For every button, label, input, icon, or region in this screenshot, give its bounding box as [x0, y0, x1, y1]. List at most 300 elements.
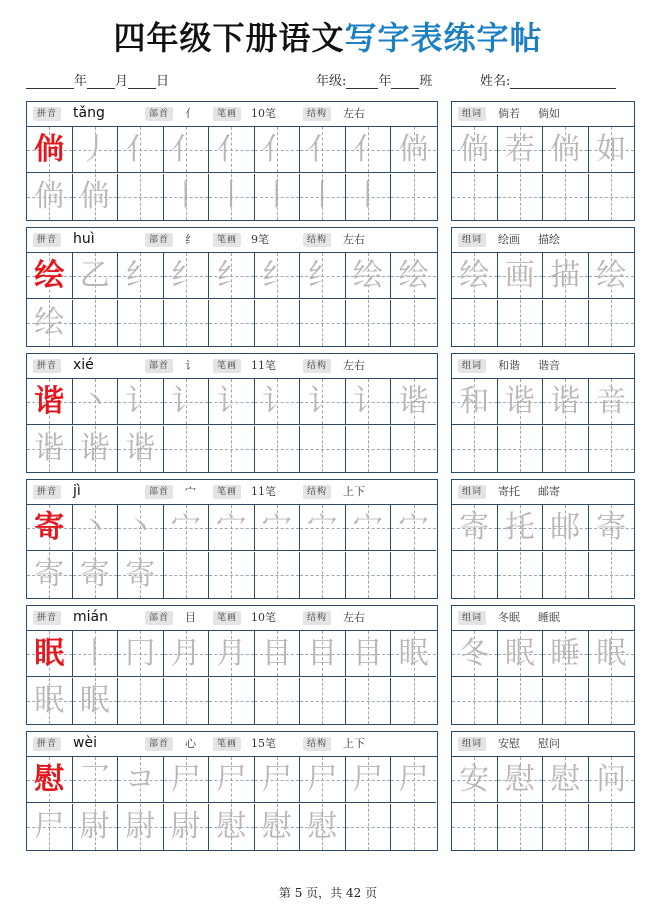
word-2: 谐音 — [538, 359, 560, 372]
trace-char: 目 — [352, 636, 383, 671]
grid-cell[interactable] — [27, 757, 73, 803]
grid-cell[interactable] — [255, 253, 301, 299]
grid-cell[interactable] — [391, 678, 436, 724]
word-grid-cell[interactable] — [589, 253, 635, 299]
word-trace-char: 慰 — [550, 762, 581, 797]
bushou-value: 亻 — [185, 107, 196, 120]
trace-char: 亻 — [125, 132, 156, 167]
grid-cell[interactable] — [209, 804, 255, 850]
pinyin-value: tǎng — [73, 105, 105, 121]
trace-char: コ — [125, 762, 156, 797]
grid-cell[interactable] — [255, 300, 301, 346]
grid-cell[interactable] — [164, 253, 210, 299]
words-box — [451, 101, 635, 221]
word-1: 绘画 — [498, 233, 520, 246]
guide-line — [520, 300, 521, 346]
guide-line — [368, 552, 369, 598]
zuci-label: 组词 — [458, 611, 486, 625]
word-grid-cell[interactable] — [498, 631, 544, 677]
bihua-value: 15笔 — [251, 737, 276, 750]
grid-cell[interactable] — [255, 379, 301, 425]
trace-char: 宀 — [398, 510, 429, 545]
word-grid-cell[interactable] — [452, 631, 498, 677]
char-info-header — [27, 606, 437, 631]
trace-char: 尉 — [125, 808, 156, 844]
trace-char: 寄 — [34, 556, 65, 592]
grid-cell[interactable] — [300, 631, 346, 677]
grid-cell[interactable] — [346, 757, 392, 803]
guide-line — [186, 174, 187, 220]
trace-char: 目 — [307, 636, 338, 671]
guide-line — [186, 426, 187, 472]
guide-line — [231, 426, 232, 472]
grid-cell[interactable] — [300, 174, 346, 220]
trace-char: 纟 — [307, 258, 338, 293]
word-grid-cell[interactable] — [589, 804, 635, 850]
pinyin-label: 拼音 — [33, 485, 61, 499]
grid-cell[interactable] — [300, 552, 346, 598]
trace-char: 慰 — [261, 808, 292, 844]
word-grid-cell[interactable] — [543, 174, 589, 220]
char-block — [26, 731, 636, 851]
word-grid-cell[interactable] — [498, 505, 544, 551]
grid-cell[interactable] — [300, 300, 346, 346]
grid-cell[interactable] — [300, 505, 346, 551]
guide-line — [414, 552, 415, 598]
grid-cell[interactable] — [346, 253, 392, 299]
grid-cell[interactable] — [300, 127, 346, 213]
grid-cell[interactable] — [118, 174, 164, 220]
grid-cell[interactable] — [255, 505, 301, 551]
practice-box — [26, 731, 438, 851]
char-block — [26, 605, 636, 725]
word-grid-cell[interactable] — [452, 552, 498, 598]
word-grid-cell[interactable] — [498, 552, 544, 598]
grid-cell[interactable] — [300, 253, 346, 299]
word-grid-cell[interactable] — [543, 127, 589, 173]
word-grid-cell[interactable] — [498, 804, 544, 850]
guide-line — [611, 552, 612, 598]
word-trace-char: 和 — [459, 384, 490, 419]
grid-cell[interactable] — [73, 174, 119, 220]
guide-line — [186, 300, 187, 346]
class-blank[interactable] — [391, 74, 419, 89]
grid-cell[interactable] — [73, 379, 119, 425]
guide-line — [414, 678, 415, 724]
grid-cell[interactable] — [209, 757, 255, 803]
grid-cell[interactable] — [300, 426, 346, 472]
grid-cell[interactable] — [27, 300, 73, 346]
day-blank[interactable] — [128, 74, 156, 89]
char-info-header — [27, 228, 437, 253]
grid-cell[interactable] — [73, 631, 119, 677]
word-grid-cell[interactable] — [498, 174, 544, 220]
guide-line — [368, 174, 369, 220]
grid-cell[interactable] — [73, 127, 119, 173]
grid-cell[interactable] — [346, 552, 392, 598]
grid-cell[interactable] — [255, 552, 301, 598]
grid-cell[interactable] — [300, 757, 346, 803]
grid-cell[interactable] — [255, 631, 301, 677]
trace-char: 纟 — [216, 258, 247, 293]
grid-cell[interactable] — [27, 127, 73, 173]
grid-cell[interactable] — [27, 678, 73, 724]
grid-cell[interactable] — [209, 174, 255, 220]
grid-cell[interactable] — [73, 804, 119, 850]
trace-char: 绘 — [352, 258, 383, 293]
grid-cell[interactable] — [346, 678, 392, 724]
grid-cell[interactable] — [164, 379, 210, 425]
trace-char: 谐 — [79, 430, 110, 466]
word-trace-char: 寄 — [459, 510, 490, 545]
grid-cell[interactable] — [118, 552, 164, 598]
grid-cell[interactable] — [391, 804, 436, 850]
trace-char: 纟 — [125, 258, 156, 293]
guide-line — [565, 174, 566, 220]
trace-char: 倘 — [79, 178, 110, 214]
jiegou-value: 上下 — [343, 485, 365, 498]
word-grid-cell[interactable] — [452, 804, 498, 850]
guide-line — [611, 300, 612, 346]
grid-cell[interactable] — [118, 127, 164, 173]
name-label: 姓名: — [480, 74, 511, 89]
guide-line — [140, 300, 141, 346]
word-grid-cell[interactable] — [498, 300, 544, 346]
zuci-label: 组词 — [458, 107, 486, 121]
guide-line — [474, 804, 475, 850]
trace-char: 尸 — [398, 762, 429, 797]
words-box — [451, 731, 635, 851]
word-grid-cell[interactable] — [498, 757, 544, 803]
grid-cell[interactable] — [164, 505, 210, 551]
bihua-label: 笔画 — [213, 611, 241, 625]
word-grid-cell[interactable] — [543, 804, 589, 850]
grid-cell[interactable] — [27, 552, 73, 598]
guide-line — [474, 552, 475, 598]
model-char: 绘 — [34, 258, 65, 293]
guide-line — [140, 678, 141, 724]
trace-char: 丶 — [79, 384, 110, 419]
word-grid-cell[interactable] — [589, 505, 635, 551]
grid-cell[interactable] — [209, 127, 255, 213]
grid-cell[interactable] — [164, 552, 210, 598]
pinyin-value: jì — [73, 483, 81, 499]
word-grid-cell[interactable] — [589, 174, 635, 220]
word-trace-char: 谐 — [504, 384, 535, 419]
word-grid-cell[interactable] — [543, 253, 589, 299]
grid-cell[interactable] — [391, 300, 436, 346]
trace-char: 宀 — [261, 510, 292, 545]
trace-char: 纟 — [170, 258, 201, 293]
words-header — [452, 228, 634, 253]
words-box — [451, 605, 635, 725]
jiegou-label: 结构 — [303, 737, 331, 751]
grid-cell[interactable] — [164, 757, 210, 803]
guide-line — [277, 174, 278, 220]
grid-cell[interactable] — [391, 379, 436, 425]
jiegou-label: 结构 — [303, 611, 331, 625]
grid-cell[interactable] — [209, 300, 255, 346]
grid-cell[interactable] — [73, 300, 119, 346]
word-grid-cell[interactable] — [589, 426, 635, 472]
grid-cell[interactable] — [164, 804, 210, 850]
trace-char: 尸 — [261, 762, 292, 797]
grid-cell[interactable] — [346, 426, 392, 472]
word-grid-cell[interactable] — [498, 379, 544, 425]
grid-cell[interactable] — [209, 426, 255, 472]
guide-line — [231, 552, 232, 598]
word-grid-cell[interactable] — [543, 505, 589, 551]
word-grid-cell[interactable] — [589, 678, 635, 724]
grid-cell[interactable] — [209, 552, 255, 598]
word-grid-cell[interactable] — [543, 552, 589, 598]
grid-cell[interactable] — [118, 426, 164, 472]
grid-cell[interactable] — [27, 379, 73, 425]
word-grid-cell[interactable] — [589, 552, 635, 598]
pinyin-label: 拼音 — [33, 737, 61, 751]
bihua-value: 9笔 — [251, 233, 269, 246]
grid-cell[interactable] — [209, 631, 255, 677]
word-grid-cell[interactable] — [452, 426, 498, 472]
practice-box — [26, 605, 438, 725]
bushou-value: 目 — [185, 611, 196, 624]
pinyin-value: wèi — [73, 735, 97, 751]
grid-cell[interactable] — [118, 804, 164, 850]
guide-line — [277, 300, 278, 346]
word-grid-cell[interactable] — [498, 253, 544, 299]
char-block — [26, 353, 636, 473]
grid-cell[interactable] — [73, 426, 119, 472]
guide-line — [474, 426, 475, 472]
word-grid-cell[interactable] — [452, 300, 498, 346]
grid-cell[interactable] — [164, 631, 210, 677]
word-trace-char: 倘 — [459, 132, 490, 167]
pinyin-label: 拼音 — [33, 107, 61, 121]
grid-cell[interactable] — [346, 127, 392, 213]
word-grid-cell[interactable] — [589, 379, 635, 425]
char-info-header — [27, 102, 437, 127]
grid-cell[interactable] — [118, 300, 164, 346]
guide-line — [368, 804, 369, 850]
grid-cell[interactable] — [27, 426, 73, 472]
trace-char: 寄 — [125, 556, 156, 592]
grid-cell[interactable] — [255, 757, 301, 803]
word-trace-char: 睡 — [550, 636, 581, 671]
trace-char: 讠 — [307, 384, 338, 419]
trace-char: 慰 — [307, 808, 338, 844]
grid-cell[interactable] — [391, 426, 436, 472]
grid-cell[interactable] — [255, 127, 301, 213]
jiegou-value: 左右 — [343, 233, 365, 246]
word-grid-cell[interactable] — [498, 127, 544, 173]
grid-cell[interactable] — [300, 804, 346, 850]
trace-char: 谐 — [398, 384, 429, 419]
word-grid-cell[interactable] — [589, 300, 635, 346]
grid-cell[interactable] — [118, 678, 164, 724]
grid-cell[interactable] — [255, 804, 301, 850]
trace-char: 眠 — [398, 636, 429, 671]
word-trace-char: 慰 — [504, 762, 535, 797]
grid-cell[interactable] — [346, 631, 392, 677]
model-char: 慰 — [34, 762, 65, 797]
word-grid-cell[interactable] — [452, 379, 498, 425]
grid-cell[interactable] — [118, 505, 164, 551]
grid-cell[interactable] — [209, 379, 255, 425]
grid-cell[interactable] — [346, 804, 392, 850]
grid-cell[interactable] — [346, 505, 392, 551]
grid-cell[interactable] — [73, 253, 119, 299]
guide-line — [565, 426, 566, 472]
bushou-label: 部首 — [145, 737, 173, 751]
grid-cell[interactable] — [73, 505, 119, 551]
bihua-value: 11笔 — [251, 359, 276, 372]
word-grid-cell[interactable] — [498, 678, 544, 724]
grid-cell[interactable] — [118, 379, 164, 425]
grid-cell[interactable] — [164, 127, 210, 213]
word-grid-cell[interactable] — [589, 631, 635, 677]
grid-cell[interactable] — [164, 678, 210, 724]
info-row — [26, 70, 632, 90]
practice-box — [26, 101, 438, 221]
grid-cell[interactable] — [346, 379, 392, 425]
grid-cell[interactable] — [391, 631, 436, 677]
guide-line — [611, 174, 612, 220]
char-info-header — [27, 354, 437, 379]
trace-char: 谐 — [125, 430, 156, 466]
grade-label: 年级: — [316, 74, 347, 89]
grid-cell[interactable] — [300, 379, 346, 425]
bushou-label: 部首 — [145, 359, 173, 373]
grid-cell[interactable] — [118, 757, 164, 803]
guide-line — [414, 174, 415, 220]
grid-cell[interactable] — [73, 552, 119, 598]
grid-cell[interactable] — [27, 505, 73, 551]
grid-cell[interactable] — [27, 253, 73, 299]
guide-line — [520, 678, 521, 724]
guide-line — [474, 300, 475, 346]
char-info-header — [27, 480, 437, 505]
bushou-label: 部首 — [145, 233, 173, 247]
grid-cell[interactable] — [27, 174, 73, 220]
trace-char: 讠 — [352, 384, 383, 419]
word-grid-cell[interactable] — [452, 174, 498, 220]
grade-blank[interactable] — [346, 74, 378, 89]
word-grid-cell[interactable] — [452, 505, 498, 551]
month-blank[interactable] — [87, 74, 115, 89]
trace-char: 绘 — [398, 258, 429, 293]
year-blank[interactable] — [26, 74, 74, 89]
grid-cell[interactable] — [73, 678, 119, 724]
grid-cell[interactable] — [209, 253, 255, 299]
grid-cell[interactable] — [391, 757, 436, 803]
guide-line — [414, 426, 415, 472]
trace-char: 亻丨 — [261, 132, 292, 213]
grid-cell[interactable] — [27, 631, 73, 677]
trace-char: 冂 — [125, 636, 156, 671]
word-grid-cell[interactable] — [452, 757, 498, 803]
word-grid-cell[interactable] — [543, 678, 589, 724]
word-grid-cell[interactable] — [452, 127, 498, 173]
guide-line — [368, 426, 369, 472]
guide-line — [322, 678, 323, 724]
model-char: 眠 — [34, 636, 65, 671]
words-box — [451, 479, 635, 599]
guide-line — [520, 804, 521, 850]
grid-cell[interactable] — [255, 678, 301, 724]
trace-char: 丶 — [125, 510, 156, 545]
grid-cell[interactable] — [164, 300, 210, 346]
word-grid-cell[interactable] — [452, 678, 498, 724]
grid-cell[interactable] — [27, 804, 73, 850]
trace-char: 乙 — [79, 258, 110, 293]
grid-cell[interactable] — [164, 426, 210, 472]
word-grid-cell[interactable] — [452, 253, 498, 299]
bushou-value: 心 — [185, 737, 196, 750]
grid-cell[interactable] — [209, 505, 255, 551]
trace-char: 目 — [261, 636, 292, 671]
trace-char: 亻丨 — [170, 132, 201, 213]
word-1: 寄托 — [498, 485, 520, 498]
guide-line — [140, 174, 141, 220]
word-grid-cell[interactable] — [543, 379, 589, 425]
trace-char: 倘 — [398, 132, 429, 167]
grid-cell[interactable] — [391, 253, 436, 299]
word-grid-cell[interactable] — [543, 757, 589, 803]
word-trace-char: 音 — [596, 384, 627, 419]
grid-cell[interactable] — [391, 127, 436, 173]
jiegou-label: 结构 — [303, 485, 331, 499]
grid-cell[interactable] — [300, 678, 346, 724]
trace-char: 丿 — [79, 132, 110, 167]
grid-cell[interactable] — [391, 552, 436, 598]
grid-cell[interactable] — [391, 174, 436, 220]
trace-char: 丨 — [79, 636, 110, 671]
word-grid-cell[interactable] — [589, 127, 635, 173]
grid-cell[interactable] — [346, 300, 392, 346]
word-grid-cell[interactable] — [589, 757, 635, 803]
guide-line — [322, 174, 323, 220]
word-grid-cell[interactable] — [543, 631, 589, 677]
trace-char: 讠 — [170, 384, 201, 419]
grid-cell[interactable] — [164, 174, 210, 220]
word-2: 倘如 — [538, 107, 560, 120]
guide-line — [231, 678, 232, 724]
grid-cell[interactable] — [118, 631, 164, 677]
grid-cell[interactable] — [73, 757, 119, 803]
guide-line — [277, 552, 278, 598]
word-1: 倘若 — [498, 107, 520, 120]
word-grid-cell[interactable] — [543, 300, 589, 346]
trace-char: 月 — [216, 636, 247, 671]
bushou-value: 纟 — [185, 233, 196, 246]
grid-cell[interactable] — [209, 678, 255, 724]
grid-cell[interactable] — [255, 174, 301, 220]
word-trace-char: 画 — [504, 258, 535, 293]
word-grid-cell[interactable] — [543, 426, 589, 472]
grid-cell[interactable] — [346, 174, 392, 220]
name-blank[interactable] — [510, 74, 616, 89]
practice-box — [26, 227, 438, 347]
trace-char: 亻丨 — [352, 132, 383, 213]
guide-line — [186, 678, 187, 724]
grid-cell[interactable] — [255, 426, 301, 472]
grid-cell[interactable] — [391, 505, 436, 551]
guide-line — [520, 426, 521, 472]
word-grid-cell[interactable] — [498, 426, 544, 472]
bihua-label: 笔画 — [213, 737, 241, 751]
zuci-label: 组词 — [458, 737, 486, 751]
grid-cell[interactable] — [118, 253, 164, 299]
